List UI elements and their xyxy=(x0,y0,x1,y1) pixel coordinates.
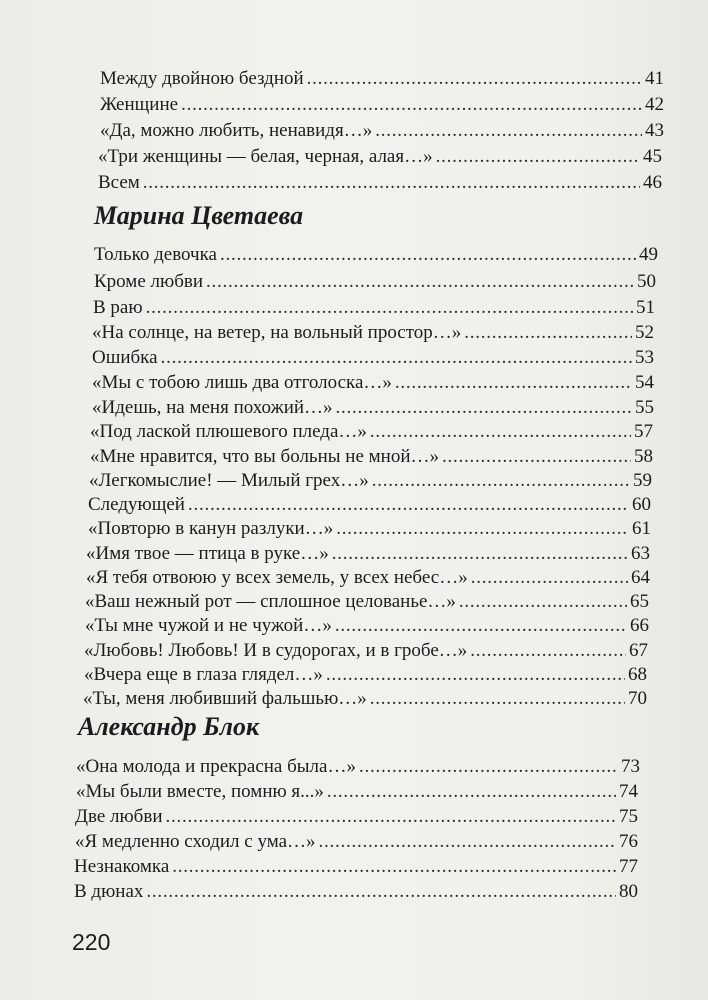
toc-entry xyxy=(89,470,652,492)
toc-leader-dots xyxy=(464,322,632,344)
toc-leader-dots xyxy=(166,806,617,828)
toc-entry-page: 76 xyxy=(619,831,638,852)
toc-entry-page: 49 xyxy=(639,244,658,265)
toc-leader-dots xyxy=(161,347,632,369)
toc-entry-title: «Она молода и прекрасна была…» xyxy=(76,756,356,777)
toc-entry-title: «Идешь, на меня похожий…» xyxy=(92,397,333,418)
toc-entry xyxy=(88,494,651,516)
toc-entry xyxy=(100,120,664,142)
toc-entry-title: «Я тебя отвоюю у всех земель, у всех небес…» xyxy=(86,567,468,588)
toc-entry-page: 50 xyxy=(637,271,656,292)
toc-leader-dots xyxy=(459,591,627,613)
toc-entry-page: 65 xyxy=(630,591,649,612)
toc-entry-page: 46 xyxy=(643,172,662,193)
toc-entry-title: «Мы с тобою лишь два отголоска…» xyxy=(92,372,392,393)
toc-leader-dots xyxy=(471,567,628,589)
toc-entry xyxy=(86,543,650,565)
toc-entry-page: 70 xyxy=(628,688,647,709)
toc-entry-title: «Мы были вместе, помню я...» xyxy=(76,781,324,802)
toc-entry-page: 68 xyxy=(628,664,647,685)
toc-entry-title: В дюнах xyxy=(74,881,144,902)
toc-entry-page: 80 xyxy=(619,881,638,902)
toc-entry-page: 41 xyxy=(645,68,664,89)
toc-leader-dots xyxy=(188,494,629,516)
toc-entry-title: «Имя твое — птица в руке…» xyxy=(86,543,329,564)
toc-entry-page: 74 xyxy=(619,781,638,802)
toc-entry xyxy=(98,172,662,194)
toc-entry-title: «Ты мне чужой и не чужой…» xyxy=(85,615,332,636)
toc-entry xyxy=(92,347,654,369)
toc-leader-dots xyxy=(470,640,626,662)
toc-leader-dots xyxy=(146,297,633,319)
toc-entry xyxy=(94,271,656,293)
toc-leader-dots xyxy=(307,68,642,90)
toc-entry-title: «Ты, меня любивший фальшью…» xyxy=(83,688,367,709)
toc-entry-page: 63 xyxy=(631,543,650,564)
page-number: 220 xyxy=(72,929,111,955)
author-heading: Марина Цветаева xyxy=(94,201,304,230)
toc-entry xyxy=(84,664,647,686)
toc-leader-dots xyxy=(319,831,616,853)
toc-entry-page: 57 xyxy=(634,421,653,442)
toc-entry-page: 61 xyxy=(632,518,651,539)
toc-leader-dots xyxy=(375,120,642,142)
toc-leader-dots xyxy=(335,615,627,637)
toc-leader-dots xyxy=(146,881,616,903)
toc-leader-dots xyxy=(359,756,618,778)
toc-leader-dots xyxy=(395,372,632,394)
toc-entry-page: 45 xyxy=(643,146,662,167)
toc-entry-title: Незнакомка xyxy=(74,856,170,877)
toc-entry-title: В раю xyxy=(93,297,143,318)
toc-entry-page: 59 xyxy=(633,470,652,491)
toc-leader-dots xyxy=(172,856,616,878)
toc-entry-page: 64 xyxy=(631,567,650,588)
toc-entry-title: «Да, можно любить, ненавидя…» xyxy=(100,120,373,141)
toc-entry-title: Две любви xyxy=(75,806,163,827)
toc-entry-page: 73 xyxy=(621,756,640,777)
toc-leader-dots xyxy=(326,664,625,686)
toc-entry xyxy=(84,640,648,662)
toc-entry xyxy=(94,244,658,266)
toc-entry xyxy=(100,68,664,90)
toc-entry-title: Кроме любви xyxy=(94,271,203,292)
toc-entry xyxy=(74,856,638,878)
toc-entry-title: «Вчера еще в глаза глядел…» xyxy=(84,664,323,685)
toc-entry-title: «Три женщины — белая, черная, алая…» xyxy=(98,146,433,167)
toc-entry xyxy=(86,567,650,589)
toc-entry-page: 60 xyxy=(632,494,651,515)
toc-entry xyxy=(75,831,638,853)
toc-entry-title: «Я медленно сходил с ума…» xyxy=(75,831,316,852)
toc-entry-title: Только девочка xyxy=(94,244,217,265)
toc-leader-dots xyxy=(327,781,616,803)
toc-entry-page: 52 xyxy=(635,322,654,343)
toc-entry-page: 54 xyxy=(635,372,654,393)
toc-entry-title: «Любовь! Любовь! И в судорогах, и в гробе…» xyxy=(84,640,468,661)
toc-leader-dots xyxy=(336,397,632,419)
toc-entry-page: 51 xyxy=(636,297,655,318)
toc-entry-title: Между двойною бездной xyxy=(100,68,304,89)
toc-entry-title: «Под лаской плюшевого пледа…» xyxy=(90,421,367,442)
toc-entry xyxy=(92,397,654,419)
toc-leader-dots xyxy=(206,271,634,293)
toc-entry-title: Ошибка xyxy=(92,347,158,368)
toc-entry-title: Следующей xyxy=(88,494,185,515)
toc-leader-dots xyxy=(442,446,631,468)
toc-entry-page: 55 xyxy=(635,397,654,418)
toc-entry-title: Всем xyxy=(98,172,140,193)
toc-leader-dots xyxy=(143,172,640,194)
toc-entry xyxy=(90,421,653,443)
toc-entry-title: «Повторю в канун разлуки…» xyxy=(88,518,334,539)
toc-leader-dots xyxy=(336,518,629,540)
toc-entry-title: «Ваш нежный рот — сплошное целованье…» xyxy=(85,591,456,612)
toc-entry xyxy=(92,372,654,394)
toc-leader-dots xyxy=(332,543,628,565)
toc-entry-title: «На солнце, на ветер, на вольный простор…» xyxy=(92,322,462,343)
toc-entry xyxy=(90,446,653,468)
toc-entry-title: «Легкомыслие! — Милый грех…» xyxy=(89,470,369,491)
toc-leader-dots xyxy=(436,146,640,168)
toc-leader-dots xyxy=(181,94,642,116)
toc-entry xyxy=(93,297,655,319)
toc-entry xyxy=(98,146,662,168)
toc-entry xyxy=(85,615,649,637)
toc-entry-page: 75 xyxy=(619,806,638,827)
toc-leader-dots xyxy=(370,688,625,710)
toc-entry xyxy=(75,806,638,828)
toc-entry xyxy=(74,881,638,903)
toc-leader-dots xyxy=(220,244,636,266)
toc-entry-page: 53 xyxy=(635,347,654,368)
toc-entry-page: 67 xyxy=(629,640,648,661)
toc-leader-dots xyxy=(370,421,631,443)
toc-entry-page: 42 xyxy=(645,94,664,115)
toc-entry-page: 77 xyxy=(619,856,638,877)
toc-entry-page: 43 xyxy=(645,120,664,141)
toc-entry-title: Женщине xyxy=(100,94,179,115)
toc-entry-title: «Мне нравится, что вы больны не мной…» xyxy=(90,446,439,467)
toc-leader-dots xyxy=(372,470,630,492)
toc-entry xyxy=(83,688,647,710)
toc-entry xyxy=(92,322,654,344)
toc-entry xyxy=(88,518,651,540)
toc-entry xyxy=(85,591,649,613)
toc-entry xyxy=(100,94,664,116)
toc-entry xyxy=(76,781,638,803)
toc-entry-page: 66 xyxy=(630,615,649,636)
toc-entry-page: 58 xyxy=(634,446,653,467)
toc-entry xyxy=(76,756,640,778)
author-heading: Александр Блок xyxy=(78,712,260,741)
